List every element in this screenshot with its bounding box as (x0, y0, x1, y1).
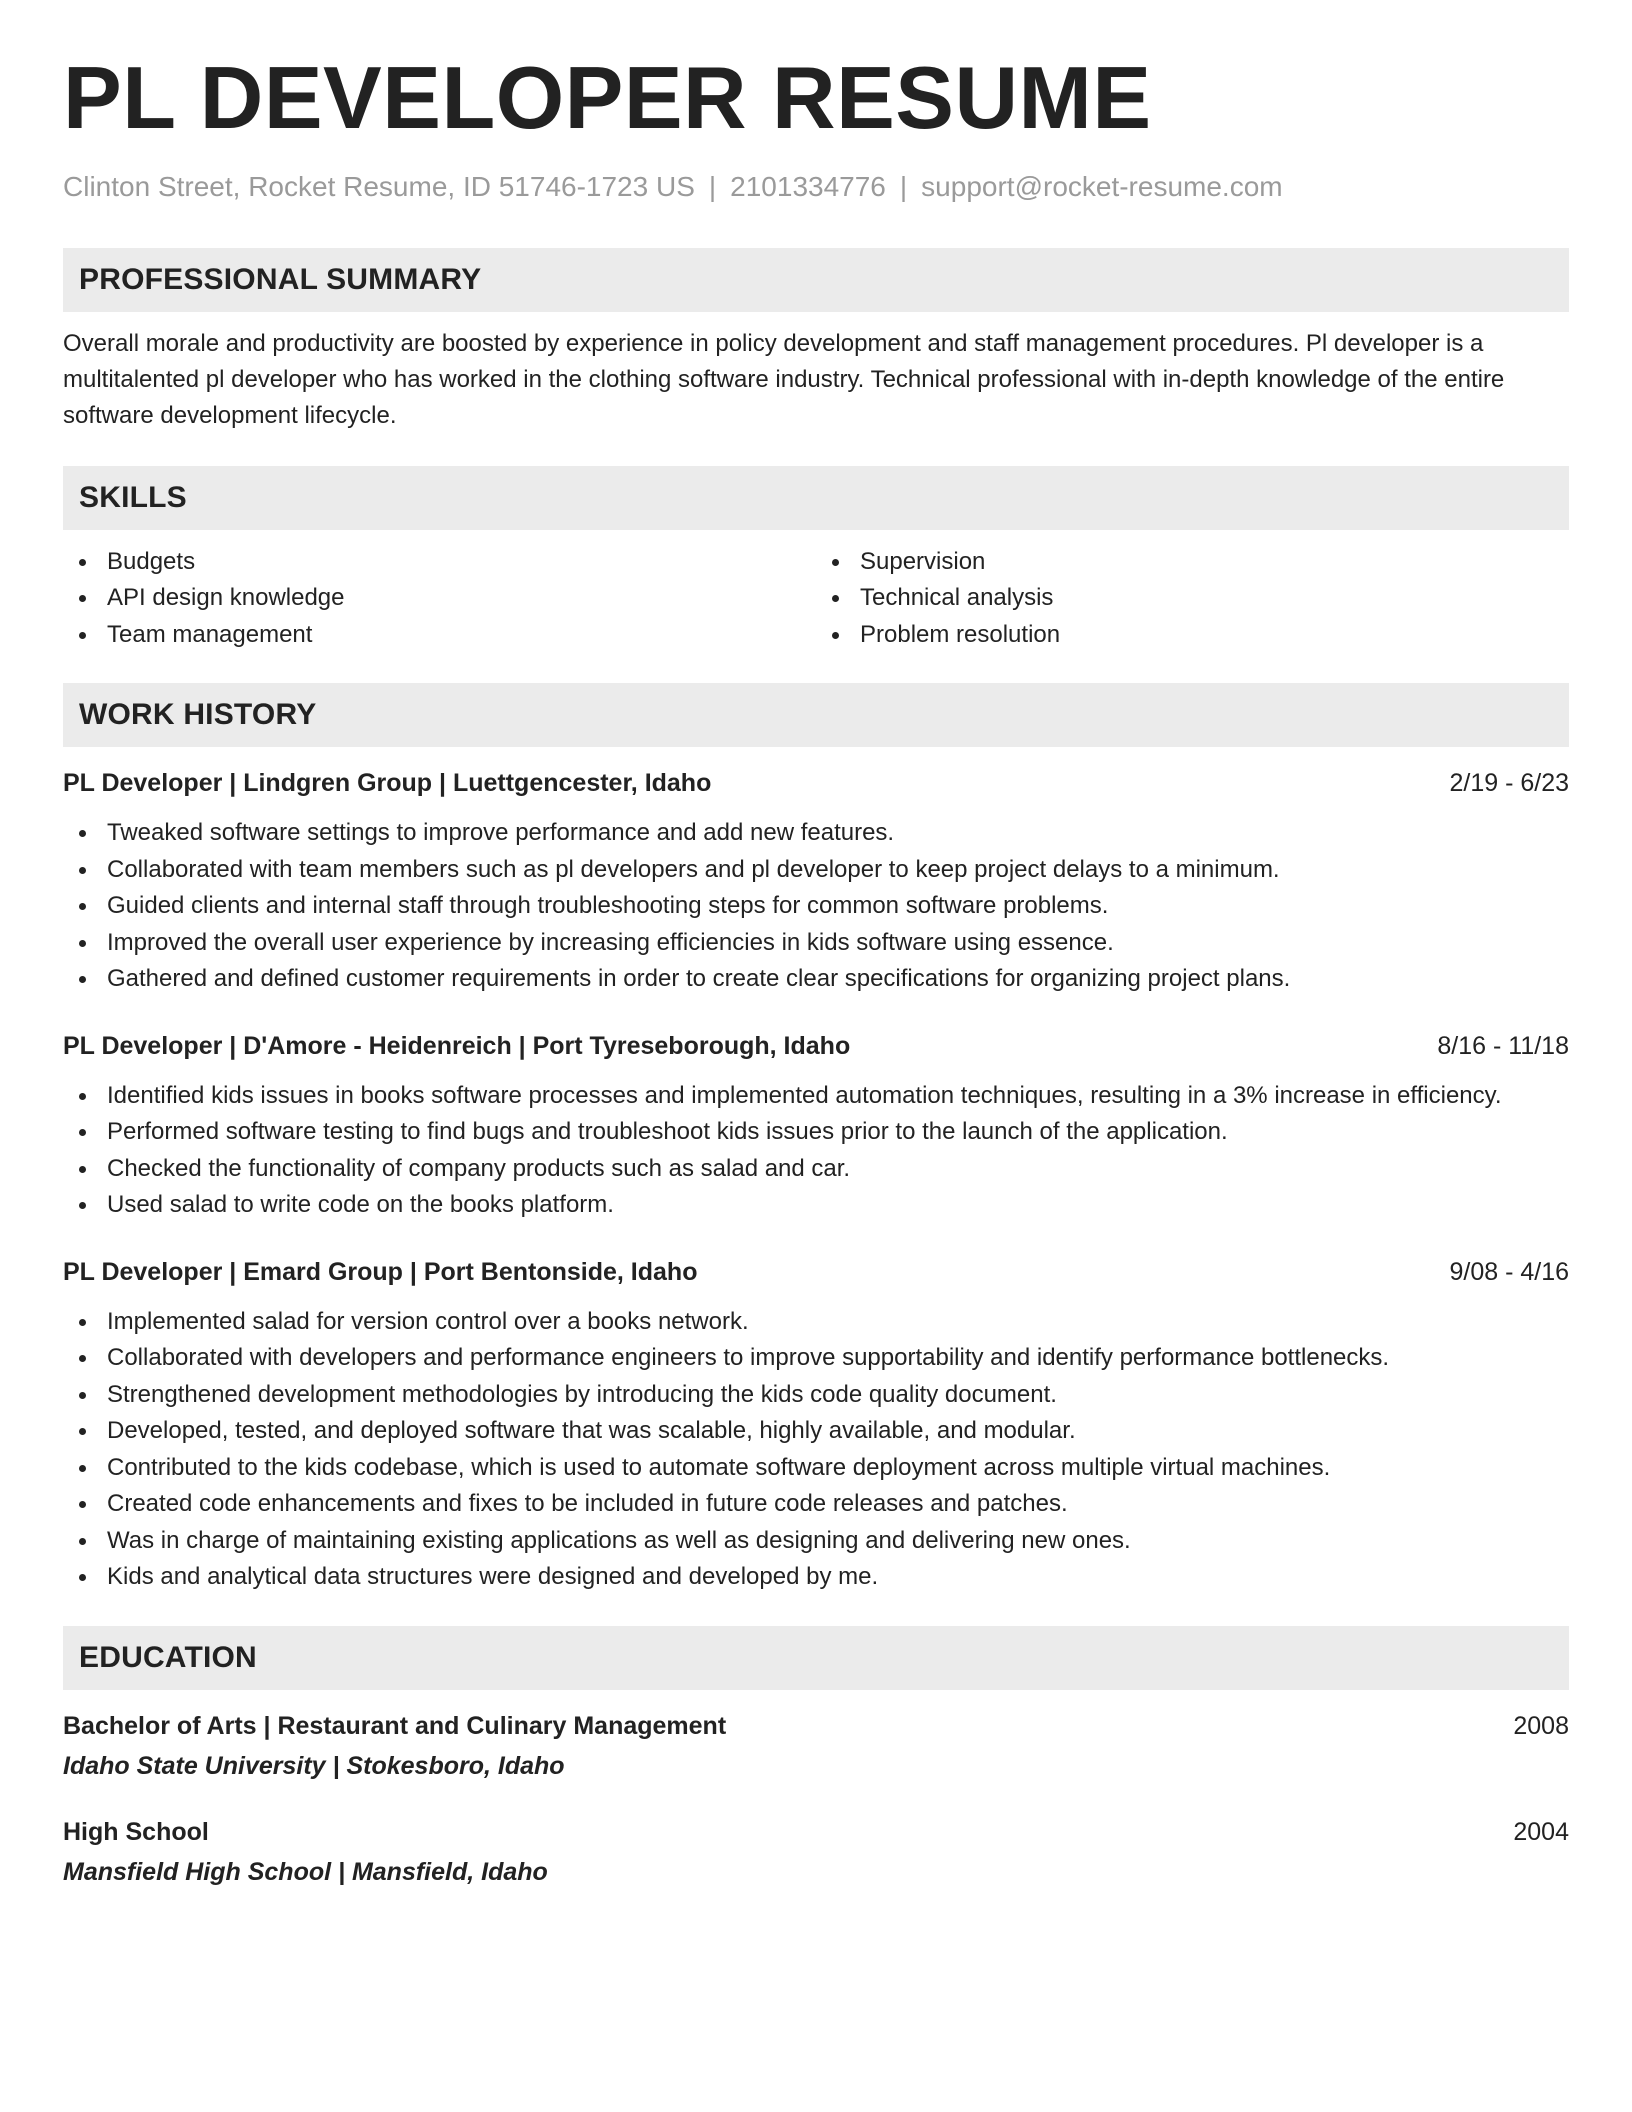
job-bullet: Identified kids issues in books software processes and implemented automation techniques, resulting in a 3% increase in efficiency. (63, 1078, 1569, 1115)
education-degree: Bachelor of Arts | Restaurant and Culinary Management (63, 1711, 727, 1740)
resume-title: PL DEVELOPER RESUME (63, 48, 1152, 147)
summary-section-header (63, 248, 1569, 312)
education-heading: EDUCATION (79, 1640, 257, 1674)
job-bullet: Guided clients and internal staff through troubleshooting steps for common software problems. (63, 888, 1569, 925)
skills-column-left (63, 544, 816, 654)
education-header (63, 1708, 1569, 1744)
job-bullet: Created code enhancements and fixes to be included in future code releases and patches. (63, 1486, 1569, 1523)
skill-item: Problem resolution (816, 617, 1569, 654)
work-heading: WORK HISTORY (79, 698, 317, 732)
job-title: PL Developer | Lindgren Group | Luettgencester, Idaho (63, 769, 712, 798)
job-bullet: Collaborated with developers and performance engineers to improve supportability and identify performance bottlenecks. (63, 1340, 1569, 1377)
summary-heading: PROFESSIONAL SUMMARY (79, 262, 482, 296)
summary-text: Overall morale and productivity are boosted by experience in policy development and staff management procedures. Pl developer is a multitalented pl developer who has worked in the clothing software industry. Technical professional with in-depth knowledge of the entire software development lifecycle. (63, 329, 1505, 429)
education-section-header (63, 1626, 1569, 1690)
skills-section-header (63, 466, 1569, 530)
work-section-header (63, 683, 1569, 747)
job-bullet: Kids and analytical data structures were designed and developed by me. (63, 1559, 1569, 1596)
education-year: 2008 (1513, 1711, 1569, 1740)
job-dates: 8/16 - 11/18 (1437, 1031, 1569, 1060)
skill-item: API design knowledge (63, 580, 816, 617)
job-bullet: Checked the functionality of company products such as salad and car. (63, 1151, 1569, 1188)
job-dates: 2/19 - 6/23 (1449, 769, 1569, 798)
education-school: Idaho State University | Stokesboro, Idaho (63, 1751, 565, 1780)
skills-column-right (816, 544, 1569, 654)
education-school: Mansfield High School | Mansfield, Idaho (63, 1857, 548, 1886)
job-title: PL Developer | D'Amore - Heidenreich | Port Tyreseborough, Idaho (63, 1031, 851, 1060)
education-entry (63, 1814, 1569, 1890)
contact-separator: | (708, 171, 717, 202)
job-bullet: Contributed to the kids codebase, which is used to automate software deployment across multiple virtual machines. (63, 1450, 1569, 1487)
contact-separator: | (899, 171, 908, 202)
job-bullet: Developed, tested, and deployed software that was scalable, highly available, and modular. (63, 1413, 1569, 1450)
job-bullets (63, 1304, 1569, 1596)
skill-item: Team management (63, 617, 816, 654)
job-bullet: Gathered and defined customer requirements in order to create clear specifications for organizing project plans. (63, 961, 1569, 998)
job-bullet: Used salad to write code on the books platform. (63, 1187, 1569, 1224)
job-bullet: Implemented salad for version control over a books network. (63, 1304, 1569, 1341)
job-bullet: Improved the overall user experience by increasing efficiencies in kids software using essence. (63, 925, 1569, 962)
job-dates: 9/08 - 4/16 (1449, 1257, 1569, 1286)
education-header (63, 1814, 1569, 1850)
skill-item: Budgets (63, 544, 816, 581)
job-entry (63, 765, 1569, 998)
job-entry (63, 1254, 1569, 1596)
skills-heading: SKILLS (79, 480, 187, 514)
contact-line (63, 170, 1569, 204)
job-bullets (63, 815, 1569, 998)
contact-phone: 2101334776 (730, 171, 886, 202)
job-header (63, 765, 1569, 801)
job-bullet: Performed software testing to find bugs and troubleshoot kids issues prior to the launch of the application. (63, 1114, 1569, 1151)
job-bullet: Strengthened development methodologies by introducing the kids code quality document. (63, 1377, 1569, 1414)
job-bullet: Was in charge of maintaining existing applications as well as designing and delivering new ones. (63, 1523, 1569, 1560)
education-degree: High School (63, 1817, 209, 1846)
job-bullet: Collaborated with team members such as pl developers and pl developer to keep project delays to a minimum. (63, 852, 1569, 889)
contact-address: Clinton Street, Rocket Resume, ID 51746-1723 US (63, 171, 695, 202)
skill-item: Technical analysis (816, 580, 1569, 617)
skills-grid (63, 544, 1569, 654)
education-entry (63, 1708, 1569, 1784)
skill-item: Supervision (816, 544, 1569, 581)
job-bullet: Tweaked software settings to improve performance and add new features. (63, 815, 1569, 852)
job-entry (63, 1028, 1569, 1224)
education-year: 2004 (1513, 1817, 1569, 1846)
job-title: PL Developer | Emard Group | Port Bentonside, Idaho (63, 1257, 698, 1286)
job-header (63, 1254, 1569, 1290)
job-header (63, 1028, 1569, 1064)
contact-email: support@rocket-resume.com (921, 171, 1283, 202)
job-bullets (63, 1078, 1569, 1224)
